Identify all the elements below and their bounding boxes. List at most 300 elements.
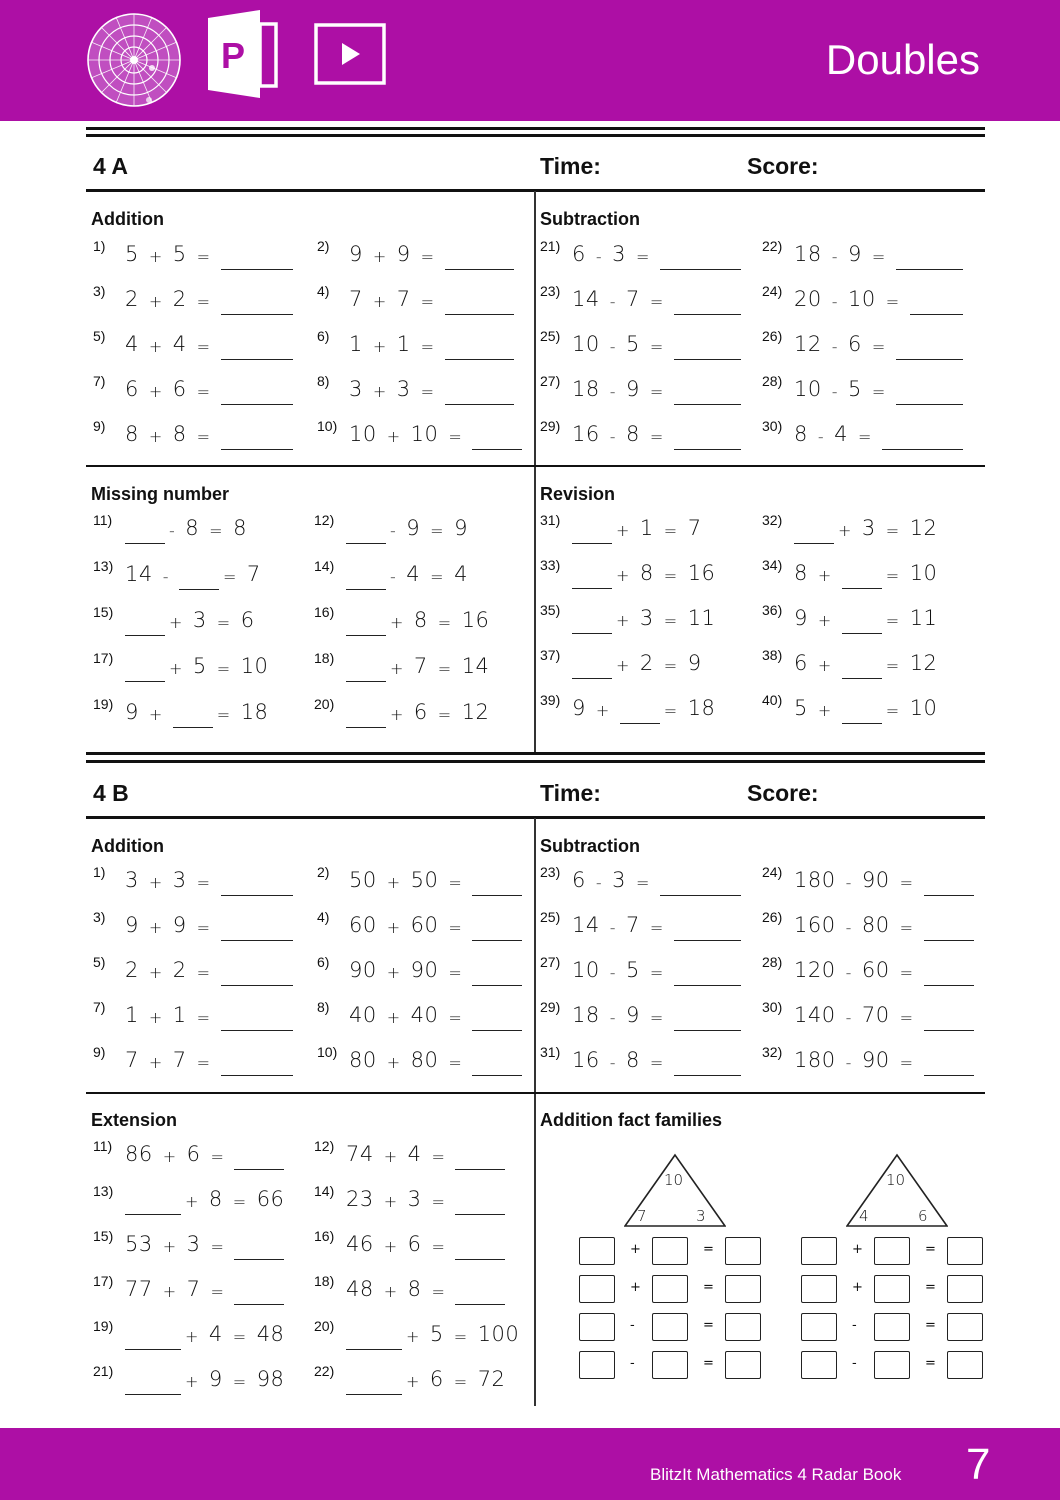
answer-box[interactable] <box>874 1351 910 1379</box>
operator: - <box>390 521 397 540</box>
number: 3 <box>396 377 411 401</box>
equation <box>125 654 278 678</box>
equation <box>125 1003 297 1027</box>
question <box>314 1361 515 1391</box>
answer-blank[interactable] <box>221 872 293 896</box>
section-title: Missing number <box>91 484 230 504</box>
equals-sign: = <box>925 1242 936 1257</box>
equation <box>125 422 297 446</box>
question <box>762 236 967 266</box>
question-number: 12) <box>314 1138 335 1154</box>
video-play-icon[interactable] <box>314 23 386 85</box>
answer-blank[interactable] <box>125 612 165 636</box>
equation <box>125 608 265 632</box>
answer-blank[interactable] <box>674 917 741 941</box>
equation <box>346 608 499 632</box>
equation <box>125 913 297 937</box>
answer-blank[interactable] <box>221 1052 293 1076</box>
question <box>762 281 967 311</box>
operator: + <box>169 659 183 678</box>
question <box>93 1316 294 1346</box>
operator: = <box>196 337 211 356</box>
question <box>314 556 478 586</box>
answer-blank[interactable] <box>924 962 974 986</box>
book-title: BlitzIt Mathematics 4 Radar Book <box>650 1465 902 1484</box>
test-label-4b: 4 B <box>93 780 129 806</box>
operator: + <box>169 613 183 632</box>
equation <box>794 696 947 720</box>
answer-blank[interactable] <box>221 426 293 450</box>
question-number: 13) <box>93 558 114 574</box>
operator: - <box>609 382 617 401</box>
equation <box>125 287 297 311</box>
operator: = <box>858 427 872 446</box>
operator: - <box>831 292 839 311</box>
section-divider <box>86 1092 985 1094</box>
operator: = <box>649 918 664 937</box>
answer-blank[interactable] <box>842 700 882 724</box>
number: 80 <box>861 913 890 937</box>
header-rule <box>86 189 985 192</box>
question-number: 30) <box>762 418 783 434</box>
operator: = <box>885 521 900 540</box>
question <box>762 690 947 720</box>
equation <box>346 1277 509 1301</box>
equation <box>125 516 257 540</box>
answer-blank[interactable] <box>221 917 293 941</box>
answer-blank[interactable] <box>221 381 293 405</box>
operator: = <box>663 701 678 720</box>
answer-blank[interactable] <box>125 520 165 544</box>
number: 6 <box>572 242 586 266</box>
number: 3 <box>192 608 207 632</box>
answer-blank[interactable] <box>472 917 522 941</box>
question-number: 19) <box>93 1318 114 1334</box>
number: 12 <box>794 332 822 356</box>
operator: - <box>609 292 617 311</box>
answer-blank[interactable] <box>794 520 834 544</box>
question-number: 5) <box>93 954 106 970</box>
answer-blank[interactable] <box>455 1281 505 1305</box>
number: 9 <box>208 1367 223 1391</box>
operator: + <box>372 247 387 266</box>
question-number: 29) <box>540 418 561 434</box>
answer-box[interactable] <box>579 1237 615 1265</box>
answer-box[interactable] <box>801 1313 837 1341</box>
number: 2 <box>172 958 187 982</box>
equation <box>346 654 499 678</box>
answer-blank[interactable] <box>445 336 514 360</box>
answer-blank[interactable] <box>125 1326 181 1350</box>
question <box>540 600 725 630</box>
answer-blank[interactable] <box>896 336 963 360</box>
question <box>93 648 278 678</box>
question <box>93 1271 288 1301</box>
radar-icon[interactable] <box>86 12 182 108</box>
operator: - <box>609 1008 617 1027</box>
answer-blank[interactable] <box>445 381 514 405</box>
equation <box>572 561 725 585</box>
question <box>93 602 265 632</box>
operator: = <box>196 1008 211 1027</box>
question-number: 33) <box>540 557 561 573</box>
answer-blank[interactable] <box>572 655 612 679</box>
answer-blank[interactable] <box>924 917 974 941</box>
equation <box>794 1048 978 1072</box>
number: 120 <box>794 958 836 982</box>
answer-blank[interactable] <box>125 1191 181 1215</box>
answer-box[interactable] <box>725 1313 761 1341</box>
question-number: 14) <box>314 1183 335 1199</box>
equation <box>125 1142 288 1166</box>
answer-blank[interactable] <box>125 658 165 682</box>
answer-blank[interactable] <box>660 872 741 896</box>
number: 9 <box>349 242 363 266</box>
operator: + <box>185 1327 199 1346</box>
answer-blank[interactable] <box>346 612 386 636</box>
operator: = <box>871 337 886 356</box>
number: 5 <box>848 377 862 401</box>
operator: = <box>210 1237 225 1256</box>
answer-blank[interactable] <box>346 704 386 728</box>
operator: + <box>383 1237 398 1256</box>
number: 10 <box>848 287 876 311</box>
answer-box[interactable] <box>801 1237 837 1265</box>
question <box>93 326 297 356</box>
question <box>93 1136 288 1166</box>
number: 23 <box>346 1187 374 1211</box>
number: 66 <box>256 1187 285 1211</box>
answer-box[interactable] <box>652 1313 688 1341</box>
equation <box>125 242 297 266</box>
number: 86 <box>125 1142 153 1166</box>
number: 90 <box>861 1048 890 1072</box>
answer-blank[interactable] <box>234 1236 284 1260</box>
number: 7 <box>246 562 261 586</box>
operator: + <box>852 1280 863 1295</box>
operator: + <box>162 1147 177 1166</box>
answer-box[interactable] <box>874 1275 910 1303</box>
number: 3 <box>612 868 627 892</box>
number: 16 <box>687 561 716 585</box>
answer-blank[interactable] <box>179 566 219 590</box>
operator: = <box>448 1008 463 1027</box>
number: 4 <box>208 1322 223 1346</box>
question <box>762 416 967 446</box>
double-rule-bottom <box>86 134 985 137</box>
answer-box[interactable] <box>579 1275 615 1303</box>
operator: = <box>448 918 463 937</box>
equation <box>794 242 967 266</box>
answer-blank[interactable] <box>455 1191 505 1215</box>
question <box>314 1271 509 1301</box>
answer-blank[interactable] <box>674 1007 741 1031</box>
equation <box>125 868 297 892</box>
number: 14 <box>572 287 600 311</box>
answer-blank[interactable] <box>346 566 386 590</box>
operator: + <box>148 918 163 937</box>
section-divider <box>86 465 985 467</box>
number: 6 <box>848 332 862 356</box>
operator: = <box>420 292 435 311</box>
operator: + <box>595 701 610 720</box>
answer-blank[interactable] <box>472 426 522 450</box>
answer-box[interactable] <box>579 1351 615 1379</box>
number: 7 <box>125 1048 139 1072</box>
number: 40 <box>349 1003 377 1027</box>
equation <box>349 1003 526 1027</box>
answer-blank[interactable] <box>924 1052 974 1076</box>
number: 18 <box>687 696 716 720</box>
answer-blank[interactable] <box>346 520 386 544</box>
answer-blank[interactable] <box>221 336 293 360</box>
answer-blank[interactable] <box>674 426 741 450</box>
question <box>540 862 745 892</box>
triangle-number-right: 6 <box>918 1207 928 1225</box>
number: 6 <box>407 1232 422 1256</box>
answer-blank[interactable] <box>346 1326 402 1350</box>
number: 9 <box>572 696 586 720</box>
answer-blank[interactable] <box>221 962 293 986</box>
answer-box[interactable] <box>652 1351 688 1379</box>
answer-blank[interactable] <box>234 1281 284 1305</box>
question-number: 22) <box>314 1363 335 1379</box>
number: 9 <box>172 913 187 937</box>
number: 5 <box>125 242 139 266</box>
operator: + <box>372 292 387 311</box>
answer-blank[interactable] <box>896 381 963 405</box>
operator: = <box>871 382 886 401</box>
answer-box[interactable] <box>947 1275 983 1303</box>
answer-blank[interactable] <box>173 704 213 728</box>
number: 8 <box>208 1187 223 1211</box>
number: 90 <box>410 958 439 982</box>
number: 11 <box>687 606 716 630</box>
equation <box>125 1048 297 1072</box>
answer-box[interactable] <box>947 1237 983 1265</box>
answer-blank[interactable] <box>910 291 963 315</box>
equation <box>125 1277 288 1301</box>
operator: = <box>448 873 463 892</box>
column-divider <box>534 818 536 1406</box>
operator: + <box>148 427 163 446</box>
number: 6 <box>186 1142 201 1166</box>
answer-blank[interactable] <box>882 426 963 450</box>
equation <box>794 651 947 675</box>
operator: = <box>437 613 452 632</box>
answer-blank[interactable] <box>472 872 522 896</box>
answer-blank[interactable] <box>924 872 974 896</box>
answer-blank[interactable] <box>674 291 741 315</box>
number: 3 <box>612 242 627 266</box>
equals-sign: = <box>703 1318 714 1333</box>
number: 6 <box>794 651 808 675</box>
question-number: 34) <box>762 557 783 573</box>
answer-blank[interactable] <box>221 246 293 270</box>
answer-blank[interactable] <box>674 381 741 405</box>
answer-blank[interactable] <box>842 655 882 679</box>
operator: = <box>216 705 231 724</box>
question <box>93 1361 294 1391</box>
operator: = <box>448 427 463 446</box>
answer-blank[interactable] <box>572 520 612 544</box>
triangle-number-top: 10 <box>664 1171 684 1189</box>
answer-blank[interactable] <box>572 610 612 634</box>
answer-blank[interactable] <box>674 1052 741 1076</box>
question-number: 36) <box>762 602 783 618</box>
number: 8 <box>626 422 640 446</box>
equation <box>125 700 278 724</box>
operator: = <box>430 521 445 540</box>
question <box>314 510 478 540</box>
number: 9 <box>848 242 862 266</box>
question-number: 14) <box>314 558 335 574</box>
operator: = <box>448 963 463 982</box>
operator: + <box>630 1242 641 1257</box>
answer-box[interactable] <box>801 1275 837 1303</box>
number: 6 <box>429 1367 444 1391</box>
answer-blank[interactable] <box>346 1371 402 1395</box>
number: 8 <box>639 561 654 585</box>
operator: = <box>899 918 914 937</box>
operator: - <box>390 567 397 586</box>
answer-blank[interactable] <box>445 291 514 315</box>
equals-sign: = <box>703 1280 714 1295</box>
number: 10 <box>572 958 600 982</box>
question-number: 1) <box>93 238 106 254</box>
equation <box>125 332 297 356</box>
operator: = <box>885 611 900 630</box>
answer-blank[interactable] <box>472 962 522 986</box>
question-number: 24) <box>762 283 783 299</box>
answer-box[interactable] <box>874 1313 910 1341</box>
number: 9 <box>687 651 702 675</box>
operator: - <box>609 1053 617 1072</box>
answer-blank[interactable] <box>660 246 741 270</box>
number: 46 <box>346 1232 374 1256</box>
operator: = <box>420 337 435 356</box>
operator: = <box>636 247 650 266</box>
operator: = <box>453 1327 468 1346</box>
question-number: 19) <box>93 696 114 712</box>
question-number: 30) <box>762 999 783 1015</box>
equation <box>346 516 478 540</box>
equation <box>794 422 967 446</box>
number: 5 <box>429 1322 444 1346</box>
number: 14 <box>125 562 153 586</box>
number: 14 <box>572 913 600 937</box>
operator: = <box>420 382 435 401</box>
answer-blank[interactable] <box>620 700 660 724</box>
operator: = <box>899 1053 914 1072</box>
number: 14 <box>461 654 490 678</box>
answer-blank[interactable] <box>674 962 741 986</box>
operator: = <box>216 613 231 632</box>
answer-blank[interactable] <box>455 1236 505 1260</box>
answer-blank[interactable] <box>125 1371 181 1395</box>
number: 140 <box>794 1003 836 1027</box>
answer-box[interactable] <box>947 1351 983 1379</box>
answer-blank[interactable] <box>455 1146 505 1170</box>
answer-box[interactable] <box>874 1237 910 1265</box>
operator: - <box>595 873 603 892</box>
operator: + <box>616 521 630 540</box>
number: 6 <box>172 377 187 401</box>
answer-blank[interactable] <box>842 610 882 634</box>
question <box>317 907 526 937</box>
answer-blank[interactable] <box>924 1007 974 1031</box>
equation <box>572 913 745 937</box>
answer-box[interactable] <box>652 1237 688 1265</box>
equation <box>794 1003 978 1027</box>
number: 20 <box>794 287 822 311</box>
number: 1 <box>639 516 654 540</box>
question <box>93 1042 297 1072</box>
operator: - <box>845 873 852 892</box>
operator: = <box>431 1192 446 1211</box>
answer-blank[interactable] <box>346 658 386 682</box>
number: 2 <box>125 958 139 982</box>
operator: + <box>386 1008 401 1027</box>
equation <box>572 1048 745 1072</box>
number: 8 <box>626 1048 640 1072</box>
answer-blank[interactable] <box>221 291 293 315</box>
question-number: 10) <box>317 418 338 434</box>
section-title: Revision <box>540 484 616 504</box>
operator: - <box>831 382 839 401</box>
question-number: 23) <box>540 864 561 880</box>
answer-box[interactable] <box>801 1351 837 1379</box>
operator: = <box>431 1237 446 1256</box>
answer-blank[interactable] <box>572 565 612 589</box>
number: 10 <box>572 332 600 356</box>
equation <box>794 958 978 982</box>
answer-blank[interactable] <box>896 246 963 270</box>
answer-blank[interactable] <box>674 336 741 360</box>
question <box>93 997 297 1027</box>
answer-blank[interactable] <box>234 1146 284 1170</box>
answer-box[interactable] <box>947 1313 983 1341</box>
question <box>317 326 518 356</box>
answer-blank[interactable] <box>472 1007 522 1031</box>
equation <box>572 287 745 311</box>
answer-blank[interactable] <box>842 565 882 589</box>
answer-box[interactable] <box>652 1275 688 1303</box>
operator: + <box>148 382 163 401</box>
question <box>762 1042 978 1072</box>
answer-blank[interactable] <box>472 1052 522 1076</box>
question <box>93 1226 288 1256</box>
answer-blank[interactable] <box>445 246 514 270</box>
operator: = <box>871 247 886 266</box>
time-label: Time: <box>540 780 601 806</box>
column-divider <box>534 191 536 753</box>
answer-box[interactable] <box>579 1313 615 1341</box>
powerpoint-icon[interactable] <box>208 10 280 98</box>
operator: + <box>148 1053 163 1072</box>
answer-box[interactable] <box>725 1351 761 1379</box>
answer-box[interactable] <box>725 1237 761 1265</box>
answer-box[interactable] <box>725 1275 761 1303</box>
number: 90 <box>349 958 377 982</box>
answer-blank[interactable] <box>221 1007 293 1031</box>
number: 2 <box>639 651 654 675</box>
question-number: 23) <box>540 283 561 299</box>
question-number: 15) <box>93 604 114 620</box>
number: 53 <box>125 1232 153 1256</box>
equation <box>125 562 271 586</box>
page-title: Doubles <box>825 36 980 83</box>
